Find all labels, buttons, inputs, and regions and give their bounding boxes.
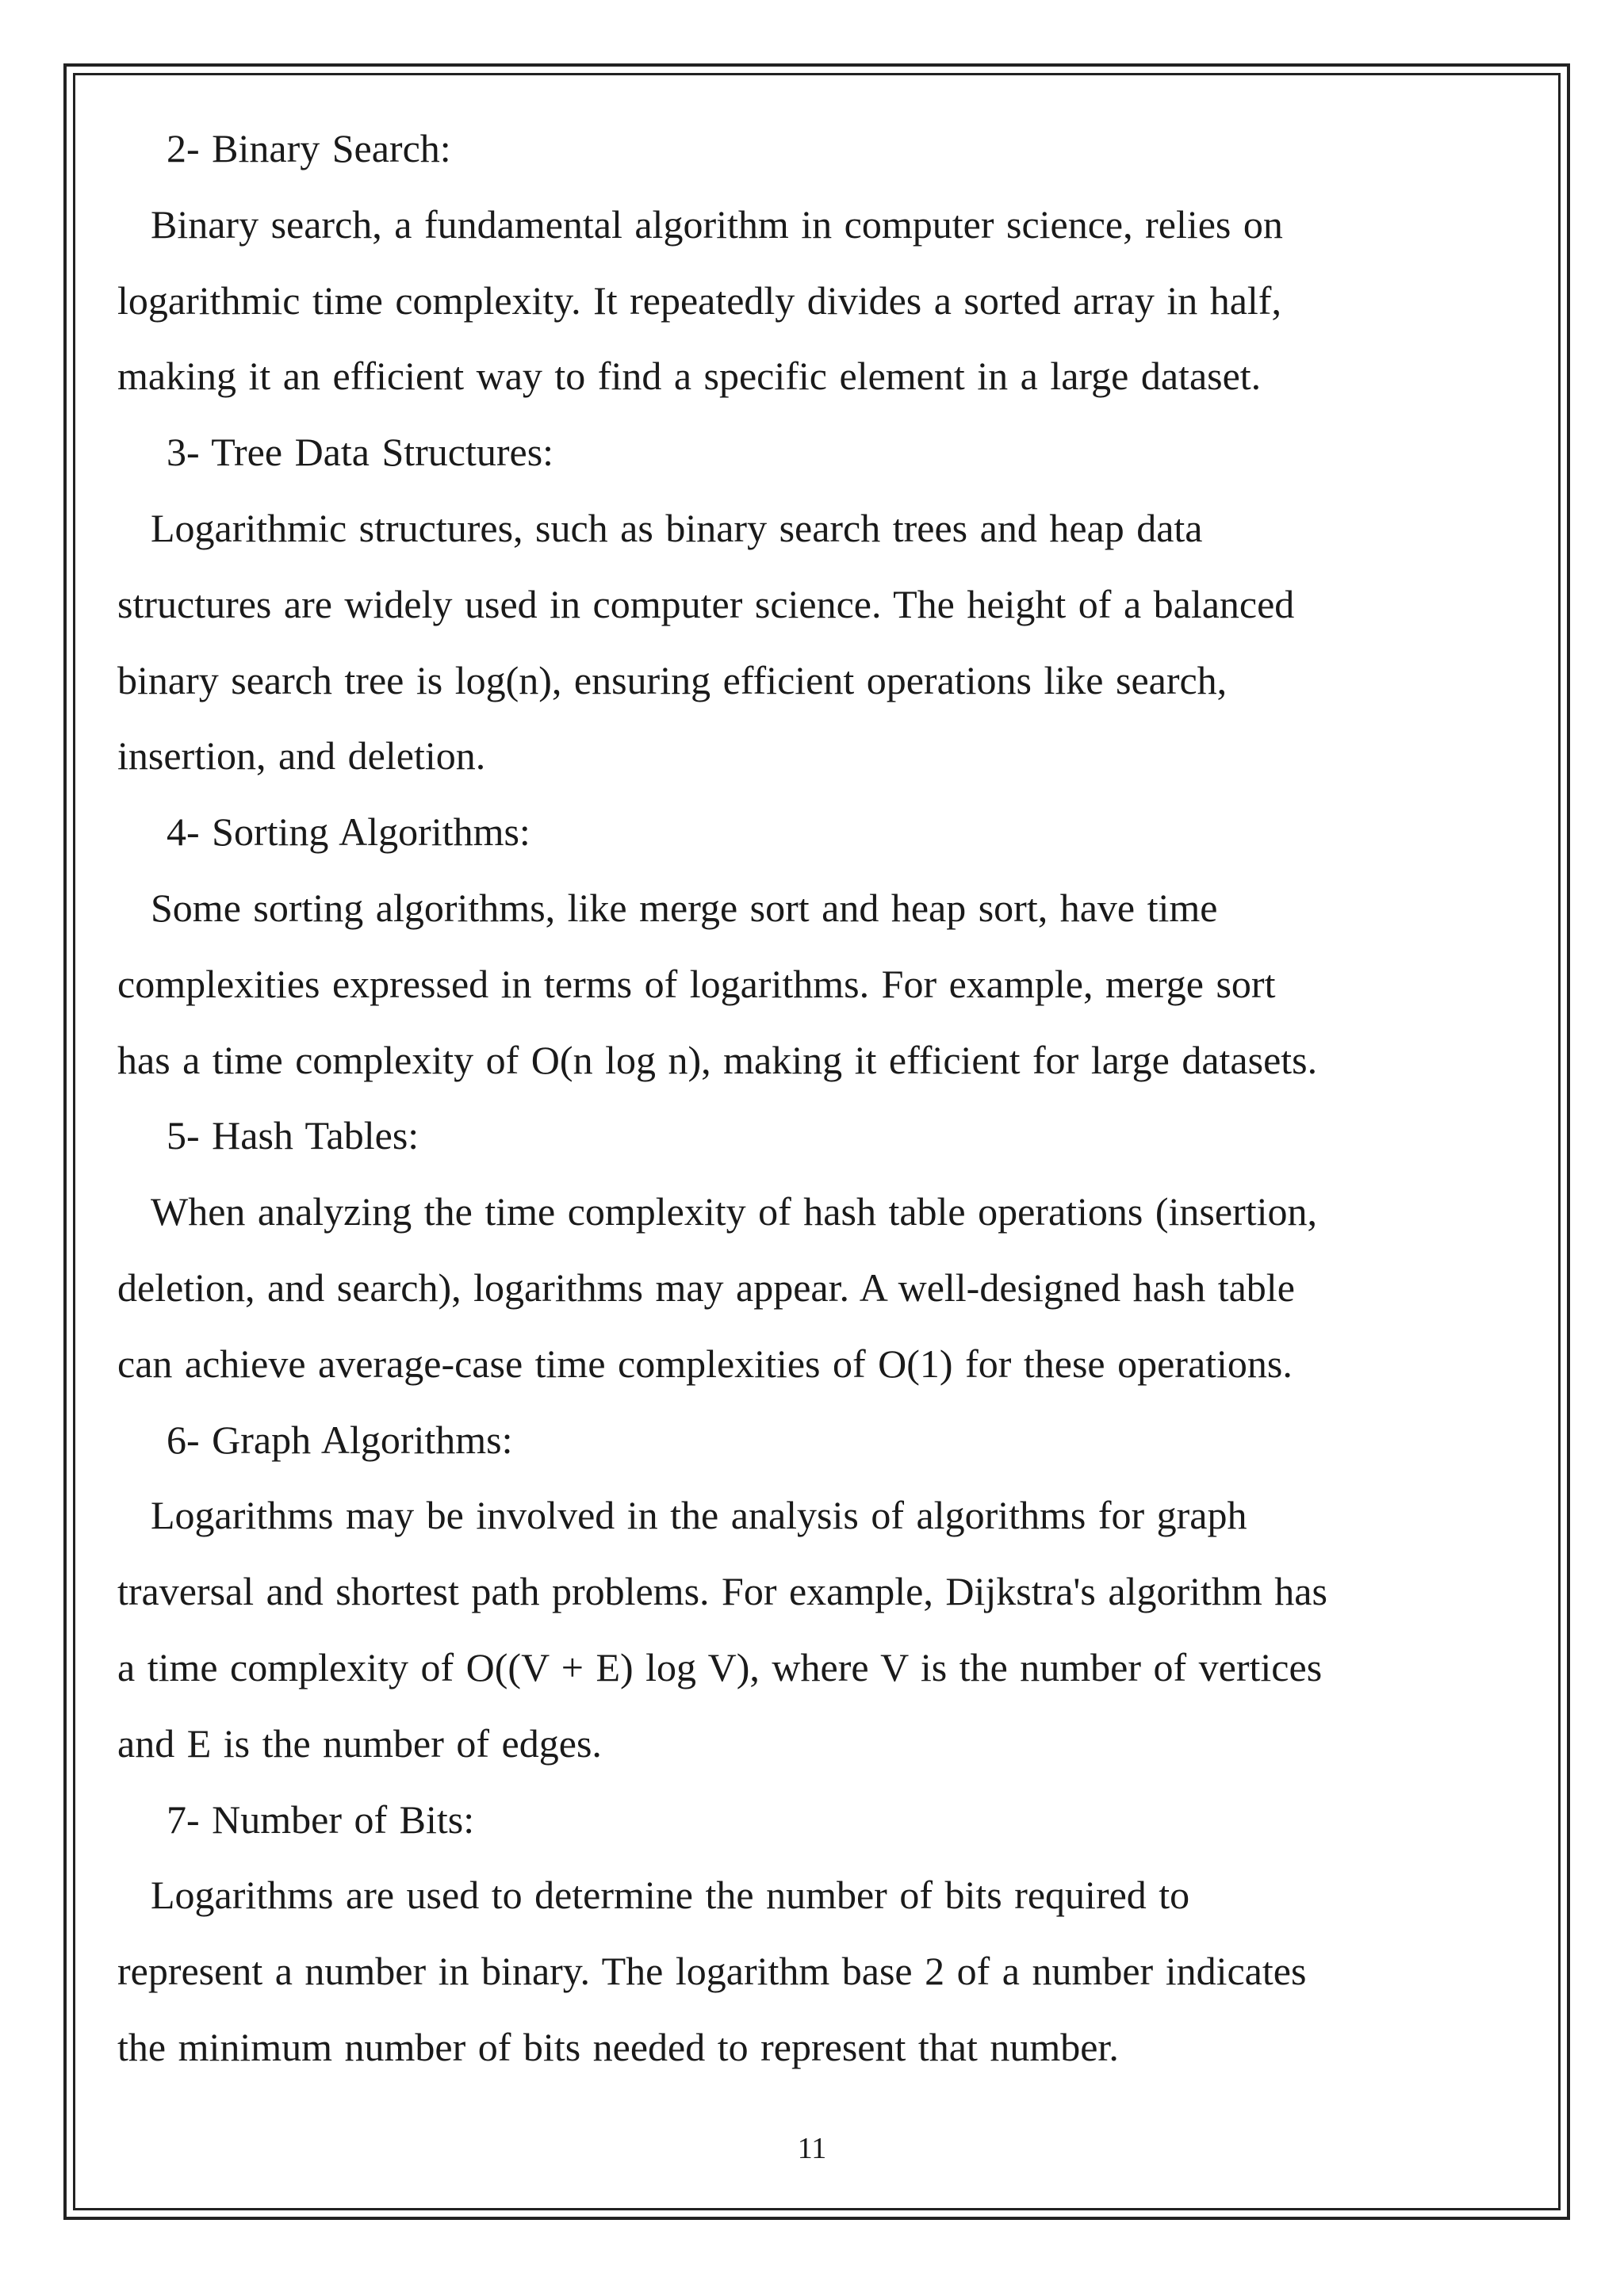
page-number: 11 [797, 2132, 827, 2165]
section-heading-binary-search: 2- Binary Search: [167, 126, 451, 170]
paragraph-line: Logarithms may be involved in the analysis of algorithms for graph [151, 1493, 1247, 1538]
paragraph-line: When analyzing the time complexity of hash table operations (insertion, [151, 1189, 1318, 1234]
paragraph-line: making it an efficient way to find a specific element in a large dataset. [117, 354, 1262, 399]
paragraph-line: traversal and shortest path problems. For example, Dijkstra's algorithm has [117, 1569, 1327, 1614]
section-heading-tree-data-structures: 3- Tree Data Structures: [167, 430, 554, 475]
paragraph-line: and E is the number of edges. [117, 1720, 602, 1766]
section-heading-graph-algorithms: 6- Graph Algorithms: [167, 1417, 513, 1462]
paragraph-line: has a time complexity of O(n log n), making it efficient for large datasets. [117, 1037, 1318, 1082]
paragraph-line: the minimum number of bits needed to represent that number. [117, 2024, 1119, 2069]
paragraph-line: deletion, and search), logarithms may appear. A well-designed hash table [117, 1265, 1295, 1310]
paragraph-line: can achieve average-case time complexities of O(1) for these operations. [117, 1341, 1293, 1386]
paragraph-line: Logarithms are used to determine the number of bits required to [151, 1873, 1190, 1918]
paragraph-line: structures are widely used in computer science. The height of a balanced [117, 581, 1295, 626]
paragraph-line: Logarithmic structures, such as binary search trees and heap data [151, 505, 1203, 550]
section-heading-hash-tables: 5- Hash Tables: [167, 1113, 419, 1158]
paragraph-line: Some sorting algorithms, like merge sort and heap sort, have time [151, 885, 1218, 930]
paragraph-line: represent a number in binary. The logarithm base 2 of a number indicates [117, 1949, 1307, 1994]
paragraph-line: a time complexity of O((V + E) log V), where V is the number of vertices [117, 1644, 1323, 1689]
paragraph-line: Binary search, a fundamental algorithm in computer science, relies on [151, 201, 1283, 247]
section-heading-sorting-algorithms: 4- Sorting Algorithms: [167, 809, 530, 855]
paragraph-line: binary search tree is log(n), ensuring efficient operations like search, [117, 657, 1228, 702]
paragraph-line: complexities expressed in terms of logarithms. For example, merge sort [117, 961, 1276, 1006]
paragraph-line: insertion, and deletion. [117, 733, 486, 779]
section-heading-number-of-bits: 7- Number of Bits: [167, 1797, 475, 1842]
page-content [117, 111, 1450, 2086]
paragraph-line: logarithmic time complexity. It repeatedly divides a sorted array in half, [117, 277, 1281, 323]
